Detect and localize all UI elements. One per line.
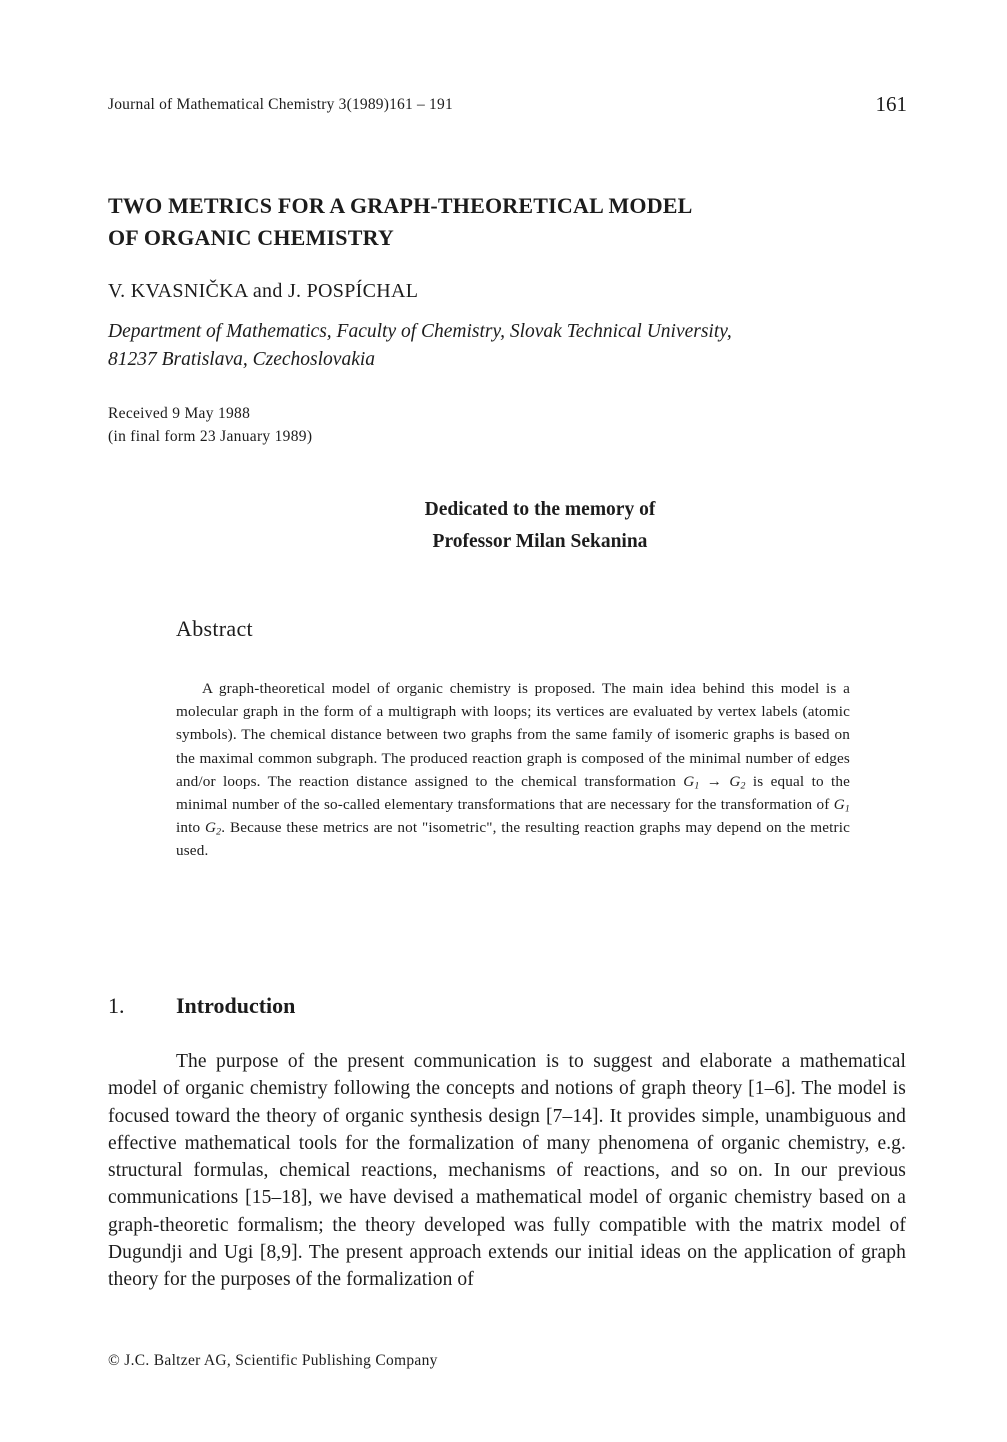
abstract-text-1: A graph-theoretical model of organic chemistry is proposed. The main idea behind this model is a molecular graph in the form of a multigraph with loops; its vertices are evaluated by vertex labels (atomic symbols). The chemical distance between two graphs from the same family of isomeric graphs is based on the maximal common subgraph. The produced reaction graph is composed of the minimal number of edges and/or loops. The reaction distance assigned to the chemical transformation [176,680,850,790]
received-line-1: Received 9 May 1988 [108,405,251,422]
affiliation-line-2: 81237 Bratislava, Czechoslovakia [108,349,376,370]
publisher-footer: © J.C. Baltzer AG, Scientific Publishing Company [108,1352,438,1369]
abstract-text-3: into [176,819,201,837]
intro-paragraph: The purpose of the present communication is to suggest and elaborate a mathematical model of organic chemistry following the concepts and notions of graph theory [1–6]. The model is focused toward the theory of organic synthesis design [7–14]. It provides simple, unambiguous and effective mathematical tools for the formalization of many phenomena of organic chemistry, e.g. structural formulas, chemical reactions, mechanisms of reactions, and so on. In our previous communications [15–18], we have devised a mathematical model of organic chemistry based on a graph-theoretic formalism; the theory developed was fully compatible with the matrix model of Dugundji and Ugi [8,9]. The present approach extends our initial ideas on the application of graph theory for the purposes of the formalization of [108,1051,906,1291]
journal-citation: Journal of Mathematical Chemistry 3(1989)161 – 191 [108,96,453,113]
section-number: 1. [108,993,125,1018]
dedication [340,494,740,558]
section-title: Introduction [176,993,296,1018]
abstract-text-4: . Because these metrics are not "isometric", the resulting reaction graphs may depend on the metric used. [176,819,850,860]
dedication-line-1: Dedicated to the memory of [424,499,656,520]
abstract-text-2: is equal to the minimal number of the so-called elementary transformations that are necessary for the transformation of [176,772,850,814]
title-line-1: TWO METRICS FOR A GRAPH-THEORETICAL MODEL [108,193,693,218]
math-g2-b: $G_2$ [205,819,222,838]
arrow-symbol: → [706,772,723,790]
abstract-heading: Abstract [176,616,253,641]
math-g1: $G_1$ [683,772,700,792]
received-dates [108,402,312,448]
authors: V. KVASNIČKA and J. POSPÍCHAL [108,280,419,302]
math-g2: $G_2$ [729,772,746,792]
dedication-line-2: Professor Milan Sekanina [432,531,648,552]
math-g1-b: $G_1$ [833,796,850,815]
abstract-body [176,677,850,863]
title-line-2: OF ORGANIC CHEMISTRY [108,225,394,250]
affiliation [108,318,908,374]
received-line-2: (in final form 23 January 1989) [108,428,313,445]
paper-title [108,190,868,254]
affiliation-line-1: Department of Mathematics, Faculty of Chemistry, Slovak Technical University, [108,321,732,342]
page-number: 161 [875,92,907,116]
